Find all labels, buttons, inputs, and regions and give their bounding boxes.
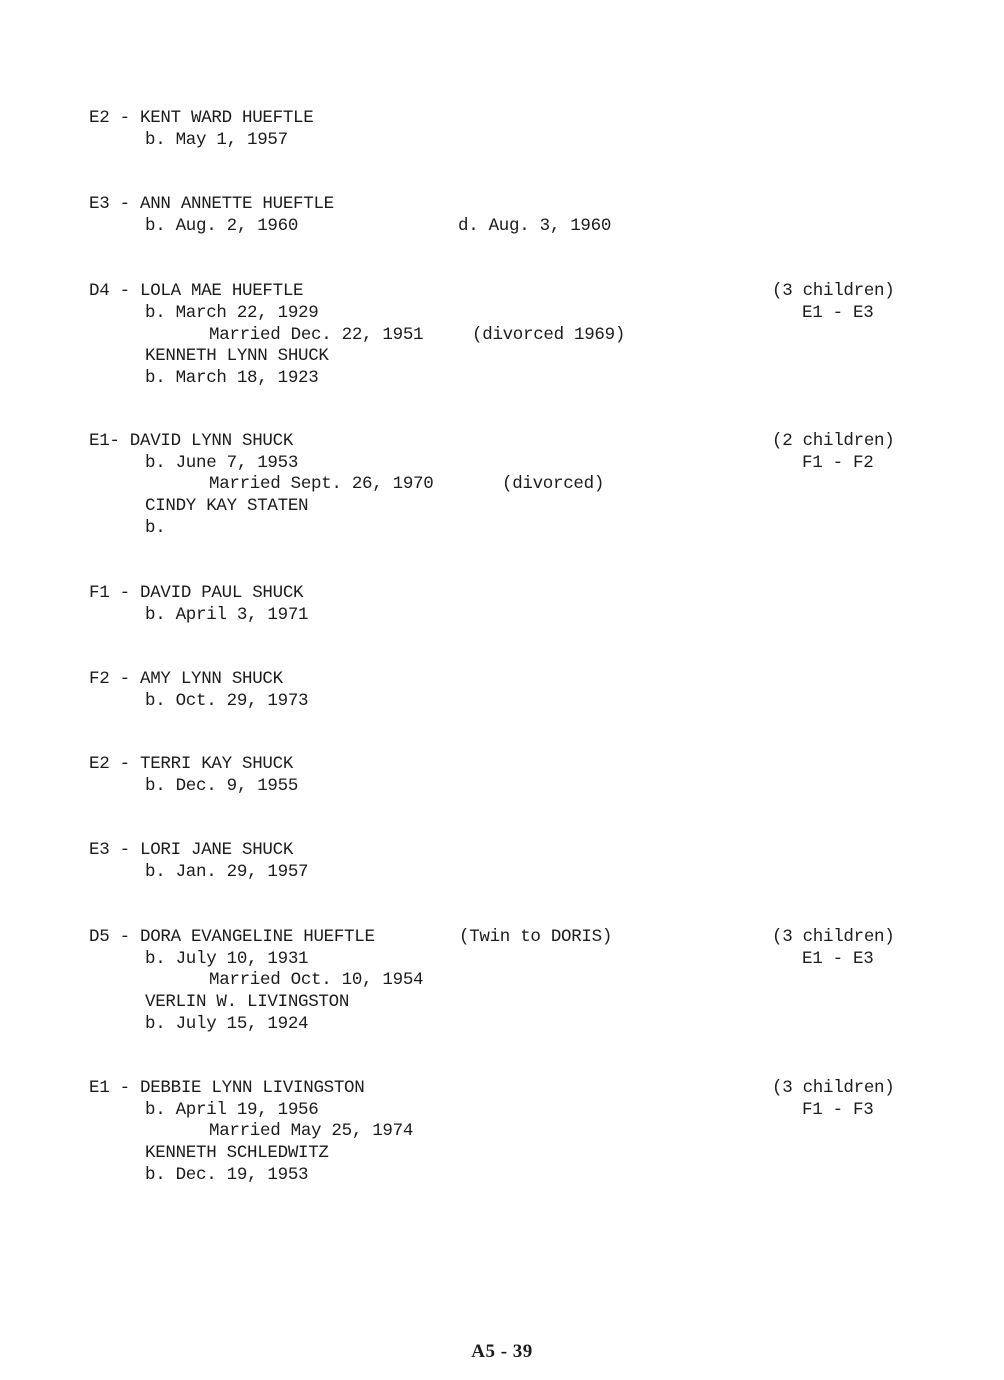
entry-header: E2 - TERRI KAY SHUCK	[89, 754, 294, 774]
entry-birth: b. May 1, 1957	[145, 130, 288, 150]
entry-header: F2 - AMY LYNN SHUCK	[89, 669, 283, 689]
marriage-date: Married Oct. 10, 1954	[209, 970, 424, 990]
children-range: E1 - E3	[802, 949, 874, 969]
spouse-birth: b. July 15, 1924	[145, 1014, 309, 1034]
entry-death: d. Aug. 3, 1960	[458, 216, 612, 236]
twin-note: (Twin to DORIS)	[459, 927, 613, 947]
entry-header: F1 - DAVID PAUL SHUCK	[89, 583, 304, 603]
children-count: (3 children)	[772, 281, 895, 301]
entry-header: E3 - ANN ANNETTE HUEFTLE	[89, 194, 334, 214]
spouse-name: KENNETH LYNN SHUCK	[145, 346, 329, 366]
entry-header: E3 - LORI JANE SHUCK	[89, 840, 294, 860]
children-count: (3 children)	[772, 1078, 895, 1098]
children-range: E1 - E3	[802, 303, 874, 323]
marriage-note: (divorced)	[502, 474, 605, 494]
children-range: F1 - F2	[802, 453, 874, 473]
spouse-birth: b. Dec. 19, 1953	[145, 1165, 309, 1185]
entry-header: D5 - DORA EVANGELINE HUEFTLE	[89, 927, 375, 947]
entry-birth: b. Jan. 29, 1957	[145, 862, 309, 882]
spouse-name: CINDY KAY STATEN	[145, 496, 309, 516]
entry-birth: b. April 19, 1956	[145, 1100, 319, 1120]
entry-birth: b. July 10, 1931	[145, 949, 309, 969]
entry-birth: b. Aug. 2, 1960	[145, 216, 299, 236]
entry-header: E2 - KENT WARD HUEFTLE	[89, 108, 314, 128]
spouse-name: KENNETH SCHLEDWITZ	[145, 1143, 329, 1163]
entry-birth: b. June 7, 1953	[145, 453, 299, 473]
marriage-date: Married May 25, 1974	[209, 1121, 414, 1141]
entry-birth: b. Dec. 9, 1955	[145, 776, 299, 796]
marriage-date: Married Dec. 22, 1951	[209, 325, 424, 345]
children-range: F1 - F3	[802, 1100, 874, 1120]
entry-birth: b. March 22, 1929	[145, 303, 319, 323]
entry-header: D4 - LOLA MAE HUEFTLE	[89, 281, 304, 301]
spouse-birth: b.	[145, 518, 166, 538]
children-count: (3 children)	[772, 927, 895, 947]
entry-header: E1- DAVID LYNN SHUCK	[89, 431, 294, 451]
marriage-note: (divorced 1969)	[472, 325, 626, 345]
entry-birth: b. April 3, 1971	[145, 605, 309, 625]
children-count: (2 children)	[772, 431, 895, 451]
marriage-date: Married Sept. 26, 1970	[209, 474, 434, 494]
page-number: A5 - 39	[471, 1341, 533, 1362]
spouse-name: VERLIN W. LIVINGSTON	[145, 992, 350, 1012]
entry-header: E1 - DEBBIE LYNN LIVINGSTON	[89, 1078, 365, 1098]
spouse-birth: b. March 18, 1923	[145, 368, 319, 388]
entry-birth: b. Oct. 29, 1973	[145, 691, 309, 711]
